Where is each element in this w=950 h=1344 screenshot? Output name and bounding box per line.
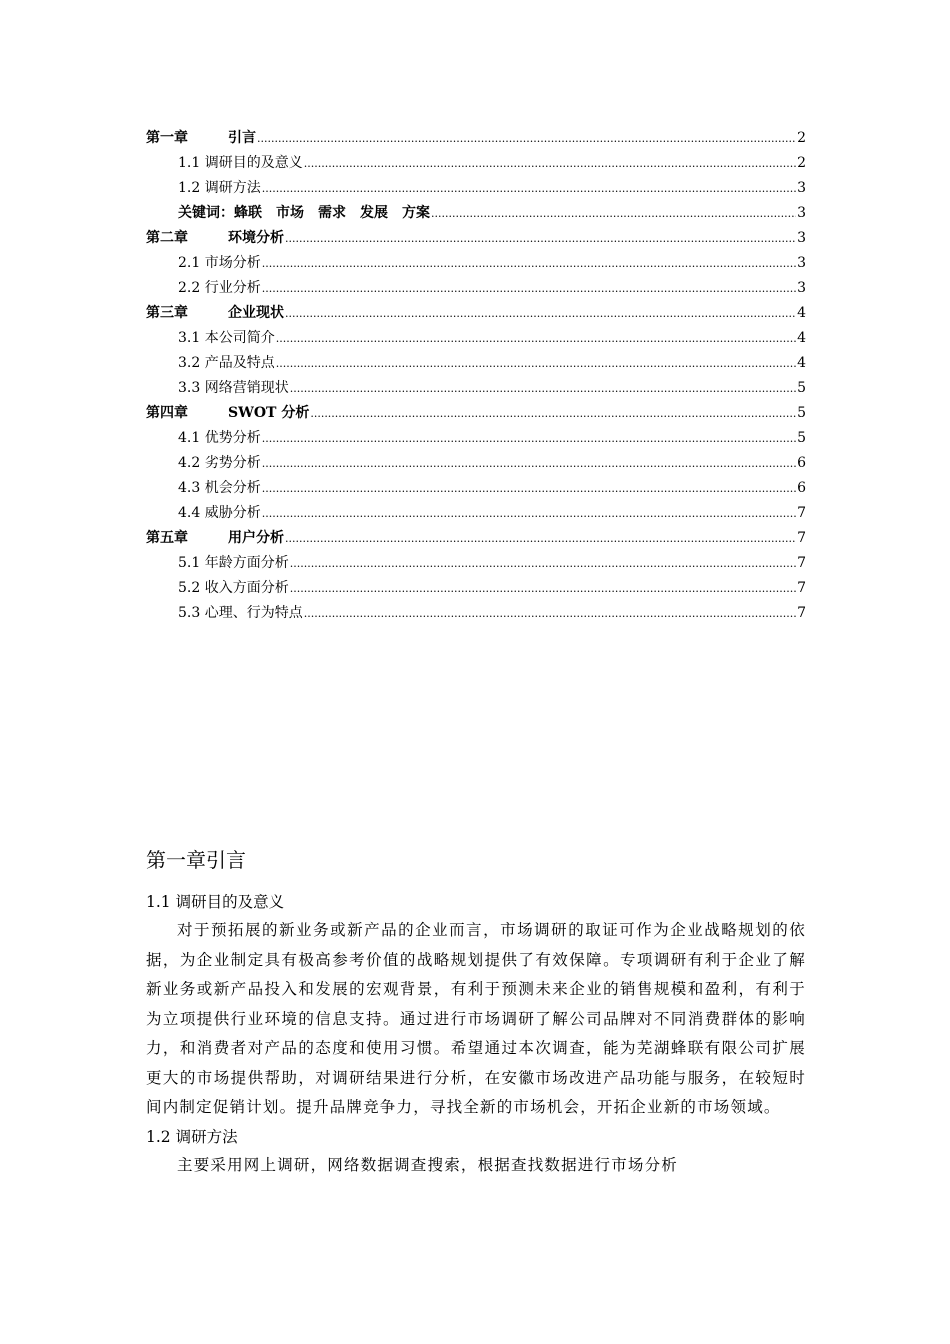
toc-entry-5-1[interactable]	[146, 551, 806, 576]
toc-chapter-title: 用户分析	[228, 530, 284, 546]
table-of-contents	[146, 126, 806, 626]
toc-chapter-title: 环境分析	[228, 230, 284, 246]
toc-entry-label: 5.3 心理、行为特点	[178, 605, 303, 621]
toc-entry-3-1[interactable]	[146, 326, 806, 351]
toc-entry-2-1[interactable]	[146, 251, 806, 276]
toc-chapter-2[interactable]	[146, 226, 806, 251]
toc-leader-dots	[290, 551, 796, 576]
toc-leader-dots	[262, 276, 796, 301]
toc-page-number: 2	[797, 155, 806, 171]
toc-leader-dots	[262, 501, 796, 526]
toc-page-number: 7	[797, 530, 806, 546]
toc-entry-label: 3.1 本公司简介	[178, 330, 275, 346]
toc-entry-label: 3.3 网络营销现状	[178, 380, 289, 396]
toc-entry-5-3[interactable]	[146, 601, 806, 626]
toc-chapter-number: 第四章	[146, 405, 188, 421]
toc-entry-label: 2.2 行业分析	[178, 280, 261, 296]
toc-entry-label: 5.2 收入方面分析	[178, 580, 289, 596]
toc-leader-dots	[262, 176, 796, 201]
toc-page-number: 4	[797, 305, 806, 321]
toc-entry-3-3[interactable]	[146, 376, 806, 401]
toc-leader-dots	[304, 601, 796, 626]
toc-page-number: 5	[797, 430, 806, 446]
toc-page-number: 3	[797, 255, 806, 271]
toc-entry-keywords[interactable]	[146, 201, 806, 226]
toc-entry-5-2[interactable]	[146, 576, 806, 601]
toc-entry-label: 3.2 产品及特点	[178, 355, 275, 371]
toc-entry-label: 5.1 年龄方面分析	[178, 555, 289, 571]
toc-page-number: 5	[797, 380, 806, 396]
toc-page-number: 3	[797, 205, 806, 221]
toc-entry-2-2[interactable]	[146, 276, 806, 301]
toc-leader-dots	[285, 301, 796, 326]
section-heading-1-1: 1.1 调研目的及意义	[146, 893, 285, 911]
toc-leader-dots	[285, 526, 796, 551]
toc-entry-4-1[interactable]	[146, 426, 806, 451]
toc-entry-4-4[interactable]	[146, 501, 806, 526]
toc-page-number: 7	[797, 580, 806, 596]
toc-page-number: 6	[797, 455, 806, 471]
toc-entry-label: 4.2 劣势分析	[178, 455, 261, 471]
toc-page-number: 7	[797, 505, 806, 521]
toc-entry-label: 2.1 市场分析	[178, 255, 261, 271]
toc-leader-dots	[290, 376, 796, 401]
toc-page-number: 4	[797, 330, 806, 346]
section-paragraph-1-2: 主要采用网上调研，网络数据调查搜索，根据查找数据进行市场分析	[177, 1155, 679, 1174]
toc-entry-label: 关键词：蜂联 市场 需求 发展 方案	[178, 205, 430, 221]
toc-leader-dots	[304, 151, 796, 176]
toc-entry-label: 4.1 优势分析	[178, 430, 261, 446]
chapter-title: 第一章引言	[146, 848, 246, 872]
toc-page-number: 3	[797, 280, 806, 296]
toc-chapter-number: 第一章	[146, 130, 188, 146]
section-heading-1-2: 1.2 调研方法	[146, 1127, 238, 1146]
toc-entry-label: 4.4 威胁分析	[178, 505, 261, 521]
toc-chapter-title: 企业现状	[228, 305, 284, 321]
toc-entry-label: 1.1 调研目的及意义	[178, 155, 303, 171]
toc-leader-dots	[276, 326, 796, 351]
toc-leader-dots	[431, 201, 796, 226]
toc-chapter-number: 第二章	[146, 230, 188, 246]
toc-entry-4-3[interactable]	[146, 476, 806, 501]
toc-leader-dots	[262, 251, 796, 276]
toc-entry-label: 4.3 机会分析	[178, 480, 261, 496]
toc-page-number: 7	[797, 605, 806, 621]
toc-leader-dots	[290, 576, 796, 601]
toc-page-number: 6	[797, 480, 806, 496]
toc-page-number: 3	[797, 180, 806, 196]
toc-page-number: 4	[797, 355, 806, 371]
toc-chapter-4[interactable]	[146, 401, 806, 426]
toc-chapter-title: SWOT 分析	[228, 405, 310, 421]
toc-page-number: 2	[797, 130, 806, 146]
toc-chapter-number: 第三章	[146, 305, 188, 321]
toc-entry-3-2[interactable]	[146, 351, 806, 376]
toc-page-number: 5	[797, 405, 806, 421]
section-paragraph-1-1: 对于预拓展的新业务或新产品的企业而言，市场调研的取证可作为企业战略规划的依据，为企业制定具有极高参考价值的战略规划提供了有效保障。专项调研有利于企业了解新业务或新产品投入和发展的宏观背景，有利于预测未来企业的销售规模和盈利，有利于为立项提供行业环境的信息支持。通过进行市场调研了解公司品牌对不同消费群体的影响力，和消费者对产品的态度和使用习惯。希望通过本次调查，能为芜湖蜂联有限公司扩展更大的市场提供帮助，对调研结果进行分析，在安徽市场改进产品功能与服务，在较短时间内制定促销计划。提升品牌竞争力，寻找全新的市场机会，开拓企业新的市场领域。	[146, 921, 806, 1116]
toc-leader-dots	[262, 426, 796, 451]
toc-page-number: 7	[797, 555, 806, 571]
toc-chapter-1[interactable]	[146, 126, 806, 151]
toc-chapter-5[interactable]	[146, 526, 806, 551]
toc-leader-dots	[257, 126, 796, 151]
toc-entry-1-1[interactable]	[146, 151, 806, 176]
toc-leader-dots	[276, 351, 796, 376]
toc-entry-1-2[interactable]	[146, 176, 806, 201]
toc-chapter-title: 引言	[228, 130, 256, 146]
toc-leader-dots	[262, 476, 796, 501]
chapter-1-body	[146, 842, 806, 1180]
toc-leader-dots	[310, 401, 796, 426]
toc-leader-dots	[285, 226, 796, 251]
toc-entry-4-2[interactable]	[146, 451, 806, 476]
toc-entry-label: 1.2 调研方法	[178, 180, 261, 196]
toc-page-number: 3	[797, 230, 806, 246]
toc-leader-dots	[262, 451, 796, 476]
toc-chapter-3[interactable]	[146, 301, 806, 326]
toc-chapter-number: 第五章	[146, 530, 188, 546]
